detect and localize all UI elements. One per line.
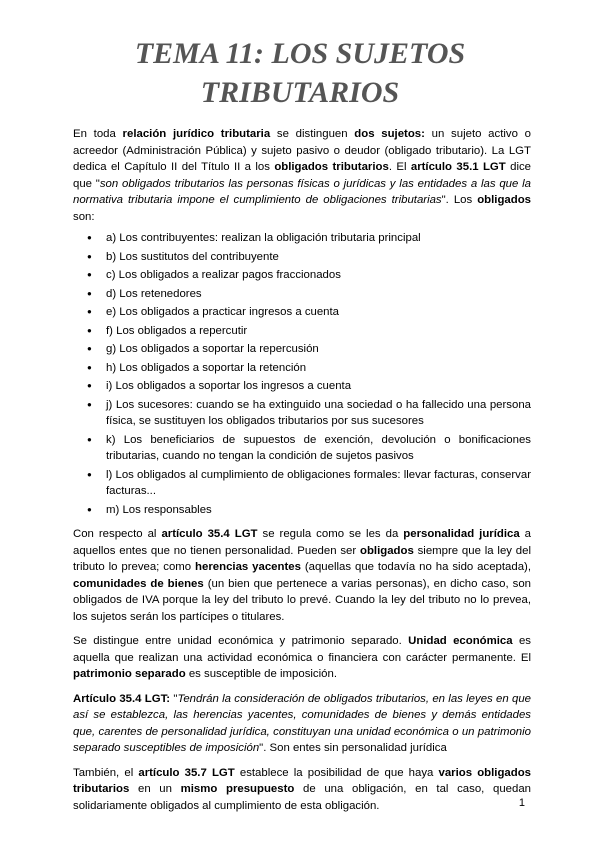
text-run: se regula como se les da: [257, 528, 404, 540]
paragraph-articulo-35-7: [73, 765, 531, 815]
bold-run: obligados: [477, 194, 531, 206]
italic-quote: son obligados tributarios las personas físicas o jurídicas y las entidades a las que la normativa tributaria impone el cumplimiento de obligaciones tributarias: [73, 177, 531, 206]
paragraph-personalidad: [73, 526, 531, 625]
text-run: a aquellos entes que no tienen personalidad. Pueden ser: [73, 528, 532, 557]
list-item: ● i) Los obligados a soportar los ingresos a cuenta: [73, 378, 531, 395]
list-item: ● m) Los responsables: [73, 502, 531, 519]
obligados-list: [73, 230, 531, 518]
bold-run: Unidad económica: [408, 635, 513, 647]
intro-paragraph: [73, 126, 531, 225]
text-run: en un: [129, 783, 181, 795]
text-run: dice que ": [73, 161, 532, 190]
text-run: es aquella que realizan una actividad económica o financiera con carácter permanente. El: [73, 635, 531, 664]
bold-run: artículo 35.1 LGT: [410, 161, 506, 173]
bold-run: relación jurídico tributaria: [122, 128, 271, 140]
title-line-2: TRIBUTARIOS: [200, 76, 400, 109]
text-run: ": [170, 692, 178, 705]
text-run: un sujeto activo o acreedor (Administración Pública) y sujeto pasivo o deudor (obligado tributario). La LGT dedica el Capítulo II del Título II a los: [73, 128, 531, 173]
text-run: establece la posibilidad de que haya: [234, 766, 439, 779]
bold-run: dos sujetos:: [354, 128, 425, 140]
text-run: son:: [73, 210, 95, 223]
bold-run: artículo 35.4 LGT: [161, 528, 258, 540]
text-run: de una obligación, en tal caso, quedan solidariamente obligados al cumplimiento de esta obligación.: [73, 783, 531, 812]
text-run: Se distingue entre unidad económica y patrimonio separado.: [73, 635, 409, 647]
text-run: También, el: [73, 766, 139, 779]
bold-run: herencias yacentes: [195, 561, 301, 573]
list-item: ● j) Los sucesores: cuando se ha extinguido una sociedad o ha fallecido una persona física, se sustituyen los obligados tributarios por sus sucesores: [73, 397, 531, 430]
text-run: . El: [388, 161, 411, 173]
text-run: Con respecto al: [73, 528, 162, 540]
text-run: siempre que la ley del tributo lo prevea; como: [73, 544, 531, 573]
bold-run: obligados: [360, 544, 414, 557]
text-run: ". Son entes sin personalidad jurídica: [259, 742, 447, 754]
title-line-1: TEMA 11: LOS SUJETOS: [134, 37, 466, 70]
bold-run: personalidad jurídica: [403, 528, 520, 540]
bold-run: patrimonio separado: [73, 668, 186, 680]
list-item: ● a) Los contribuyentes: realizan la obligación tributaria principal: [73, 230, 531, 247]
list-item: ● k) Los beneficiarios de supuestos de exención, devolución o bonificaciones tributarias, cuando no tengan la condición de sujetos pasivos: [73, 432, 531, 465]
bold-run: artículo 35.7 LGT: [138, 766, 235, 779]
text-run: En toda: [73, 128, 123, 140]
text-run: (aquellas que todavía no ha sido aceptada),: [300, 561, 531, 573]
list-item: ● d) Los retenedores: [73, 286, 531, 303]
list-item: ● l) Los obligados al cumplimiento de obligaciones formales: llevar facturas, conservar facturas...: [73, 467, 531, 500]
bold-run: varios obligados tributarios: [73, 766, 531, 795]
bold-run: obligados tributarios: [274, 161, 389, 173]
page-number: 1: [518, 797, 525, 809]
text-run: se distinguen: [270, 128, 355, 140]
list-item: ● e) Los obligados a practicar ingresos a cuenta: [73, 304, 531, 321]
list-item: ● c) Los obligados a realizar pagos fraccionados: [73, 267, 531, 284]
bold-run: comunidades de bienes: [73, 577, 204, 590]
list-item: ● g) Los obligados a soportar la repercusión: [73, 341, 531, 358]
text-run: ". Los: [441, 194, 478, 206]
paragraph-unidad-economica: [73, 633, 531, 683]
text-run: es susceptible de imposición.: [185, 668, 337, 680]
paragraph-articulo-35-4: [73, 691, 531, 757]
document-body: [73, 126, 531, 814]
bold-run: mismo presupuesto: [180, 783, 295, 795]
italic-quote: Tendrán la consideración de obligados tributarios, en las leyes en que así se establezca, las herencias yacentes, comunidades de bienes y demás entidades que, carentes de personalidad jurídica, constituyan una unidad económica o un patrimonio separado susceptibles de imposición: [73, 692, 531, 754]
list-item: ● f) Los obligados a repercutir: [73, 323, 531, 340]
page-title: [0, 34, 600, 112]
list-item: ● h) Los obligados a soportar la retención: [73, 360, 531, 377]
list-item: ● b) Los sustitutos del contribuyente: [73, 249, 531, 266]
bold-run: Artículo 35.4 LGT:: [73, 692, 171, 705]
text-run: (un bien que pertenece a varias personas), en dicho caso, son obligados de IVA porque la ley del tributo lo prevé. Cuando la ley del tributo no lo prevea, los sujetos serán los partícipes o titulares.: [73, 577, 531, 623]
